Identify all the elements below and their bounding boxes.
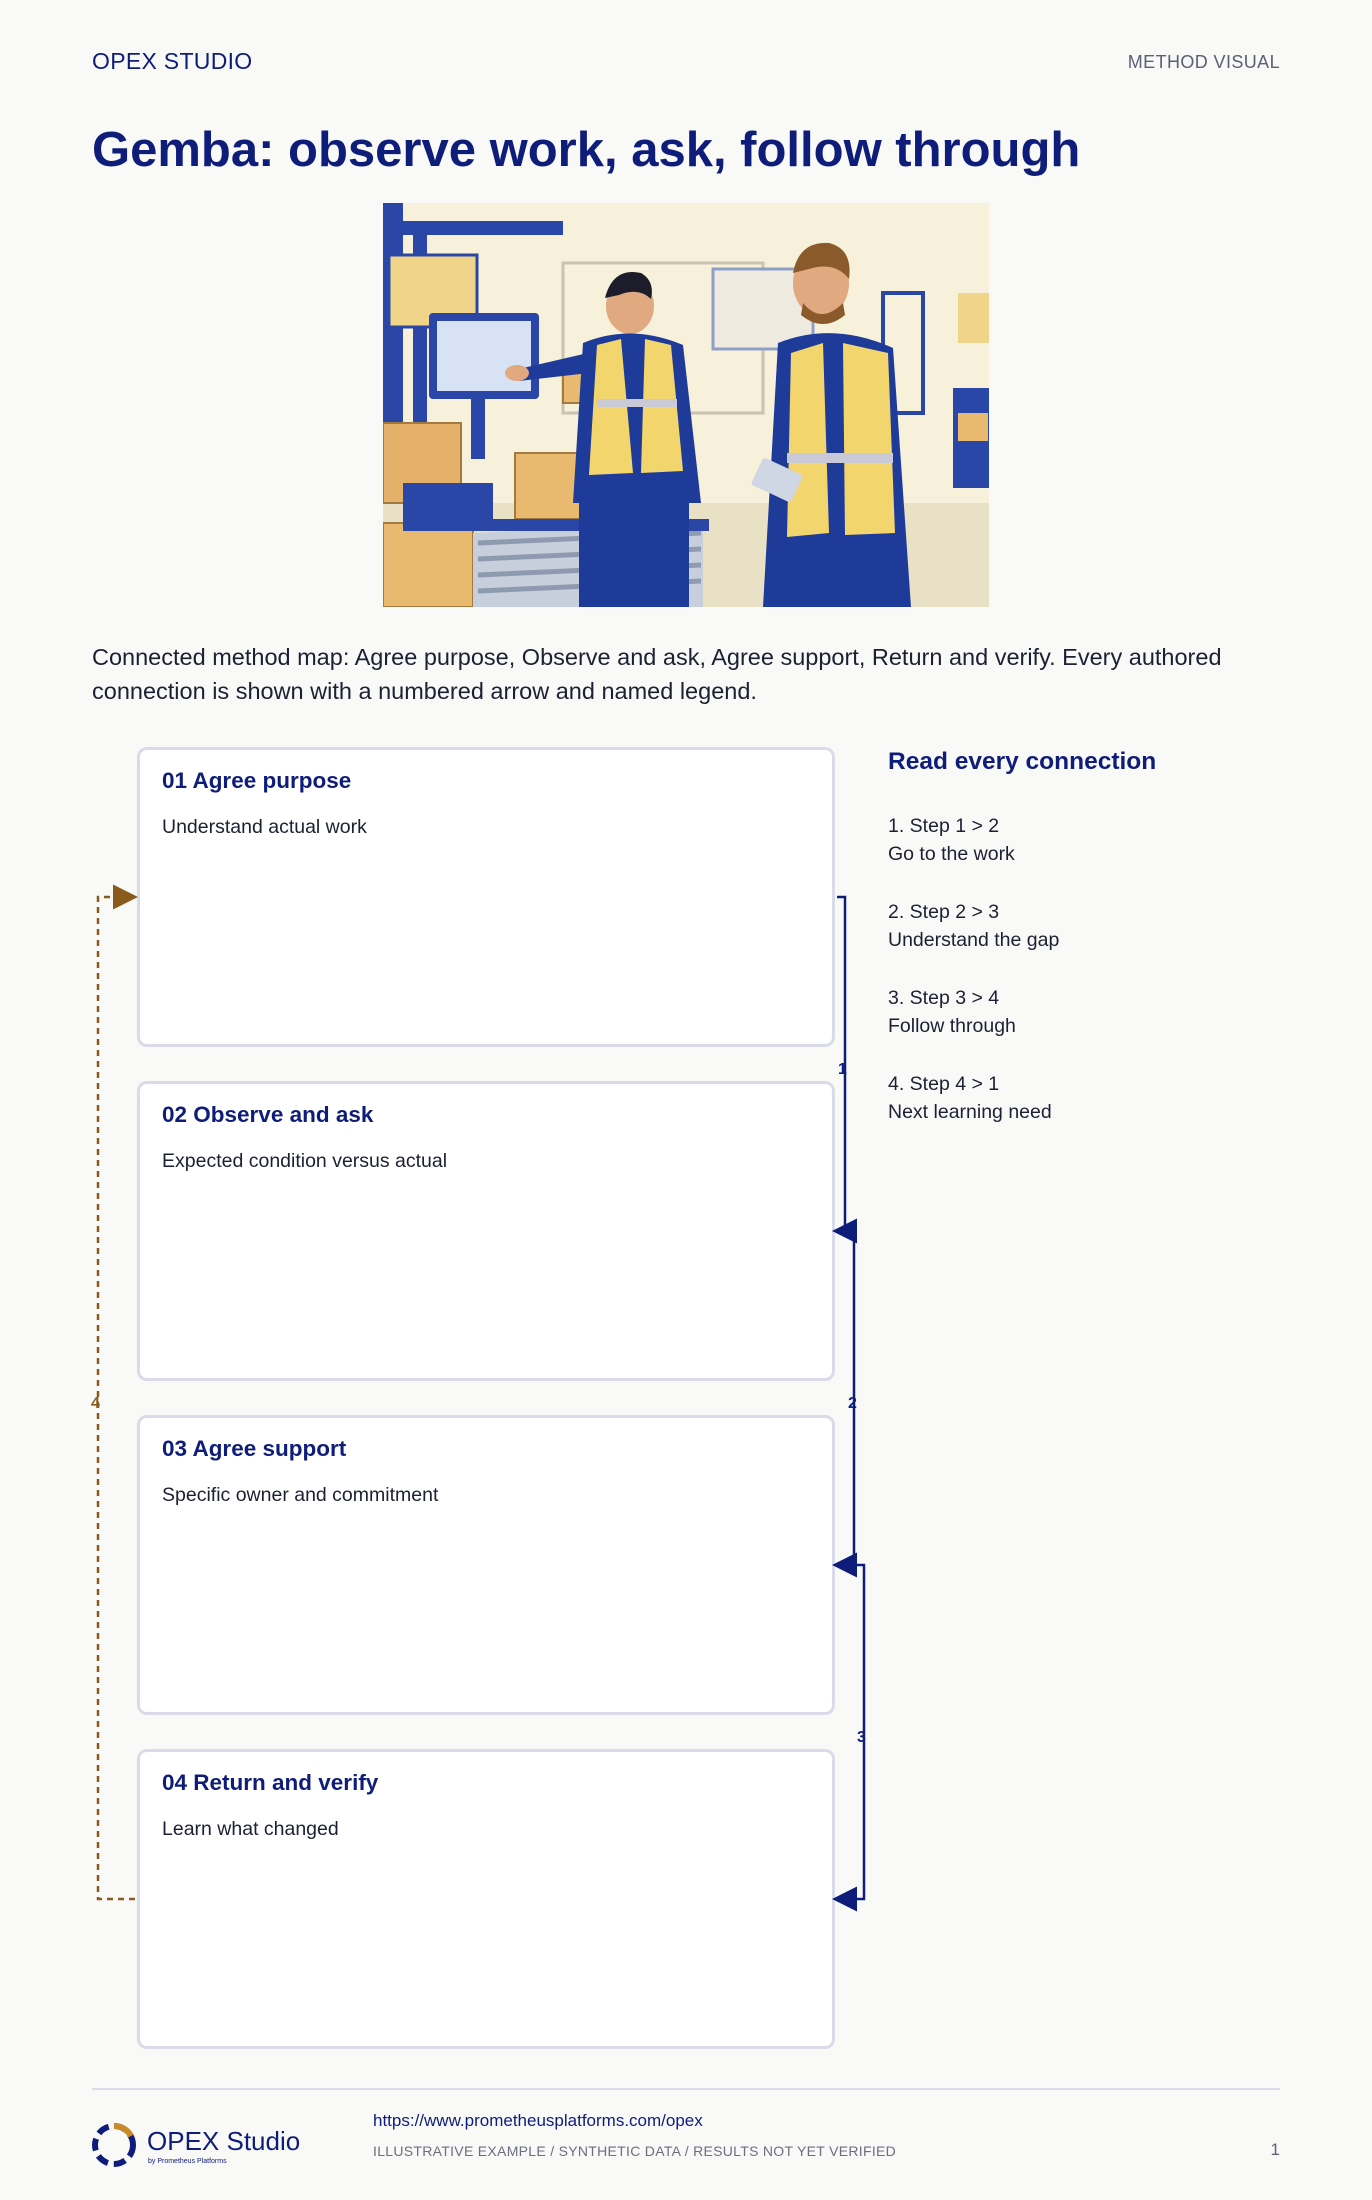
footer-disclaimer: ILLUSTRATIVE EXAMPLE / SYNTHETIC DATA / RESULTS NOT YET VERIFIED	[373, 2143, 897, 2159]
legend-title: Read every connection	[888, 748, 1157, 775]
legend-item	[888, 1070, 1308, 1126]
header-tag: METHOD VISUAL	[1127, 52, 1280, 72]
header-brand: OPEX STUDIO	[92, 48, 253, 74]
legend-item-desc: Next learning need	[888, 1101, 1052, 1123]
step-card-3	[137, 1415, 835, 1715]
step-desc: Understand actual work	[162, 816, 367, 838]
legend-item	[888, 812, 1308, 868]
step-title: 03 Agree support	[162, 1436, 347, 1461]
legend-item-desc: Understand the gap	[888, 929, 1060, 951]
legend-item	[888, 898, 1308, 954]
step-desc: Learn what changed	[162, 1818, 339, 1840]
footer-divider	[92, 2088, 1280, 2090]
footer-sub: by Prometheus Platforms	[148, 2158, 227, 2165]
footer-brand: OPEX Studio	[147, 2126, 301, 2156]
connector-number: 1	[838, 1061, 847, 1078]
step-desc: Specific owner and commitment	[162, 1484, 439, 1506]
step-card-2	[137, 1081, 835, 1381]
page-number: 1	[1270, 2140, 1280, 2159]
connector-number: 3	[857, 1729, 866, 1746]
legend-item-label: 1. Step 1 > 2	[888, 815, 1000, 837]
step-card-4	[137, 1749, 835, 2049]
connector-number: 4	[91, 1395, 100, 1412]
step-title: 02 Observe and ask	[162, 1102, 374, 1127]
legend-item-desc: Follow through	[888, 1015, 1016, 1037]
legend-item-desc: Go to the work	[888, 843, 1015, 865]
legend-item-label: 3. Step 3 > 4	[888, 987, 1000, 1009]
step-desc: Expected condition versus actual	[162, 1150, 448, 1172]
legend-item	[888, 984, 1308, 1040]
opex-logo-icon	[90, 2121, 138, 2169]
connector-3	[837, 1565, 866, 1899]
hero-illustration	[383, 203, 989, 607]
connector-number: 2	[848, 1395, 857, 1412]
step-title: 04 Return and verify	[162, 1770, 379, 1795]
connector-2	[837, 1231, 857, 1565]
legend-item-label: 2. Step 2 > 3	[888, 901, 1000, 923]
legend-item-label: 4. Step 4 > 1	[888, 1073, 1000, 1095]
page-title: Gemba: observe work, ask, follow through	[92, 123, 1081, 177]
step-title: 01 Agree purpose	[162, 768, 352, 793]
footer-link[interactable]: https://www.prometheusplatforms.com/opex	[373, 2111, 703, 2130]
step-card-1	[137, 747, 835, 1047]
connector-4	[91, 897, 135, 1899]
connection-legend	[888, 748, 1308, 1156]
connector-1	[837, 897, 847, 1231]
intro-text: Connected method map: Agree purpose, Observe and ask, Agree support, Return and verify. Every authored connection is shown with a numbered arrow and named legend.	[92, 644, 1222, 704]
